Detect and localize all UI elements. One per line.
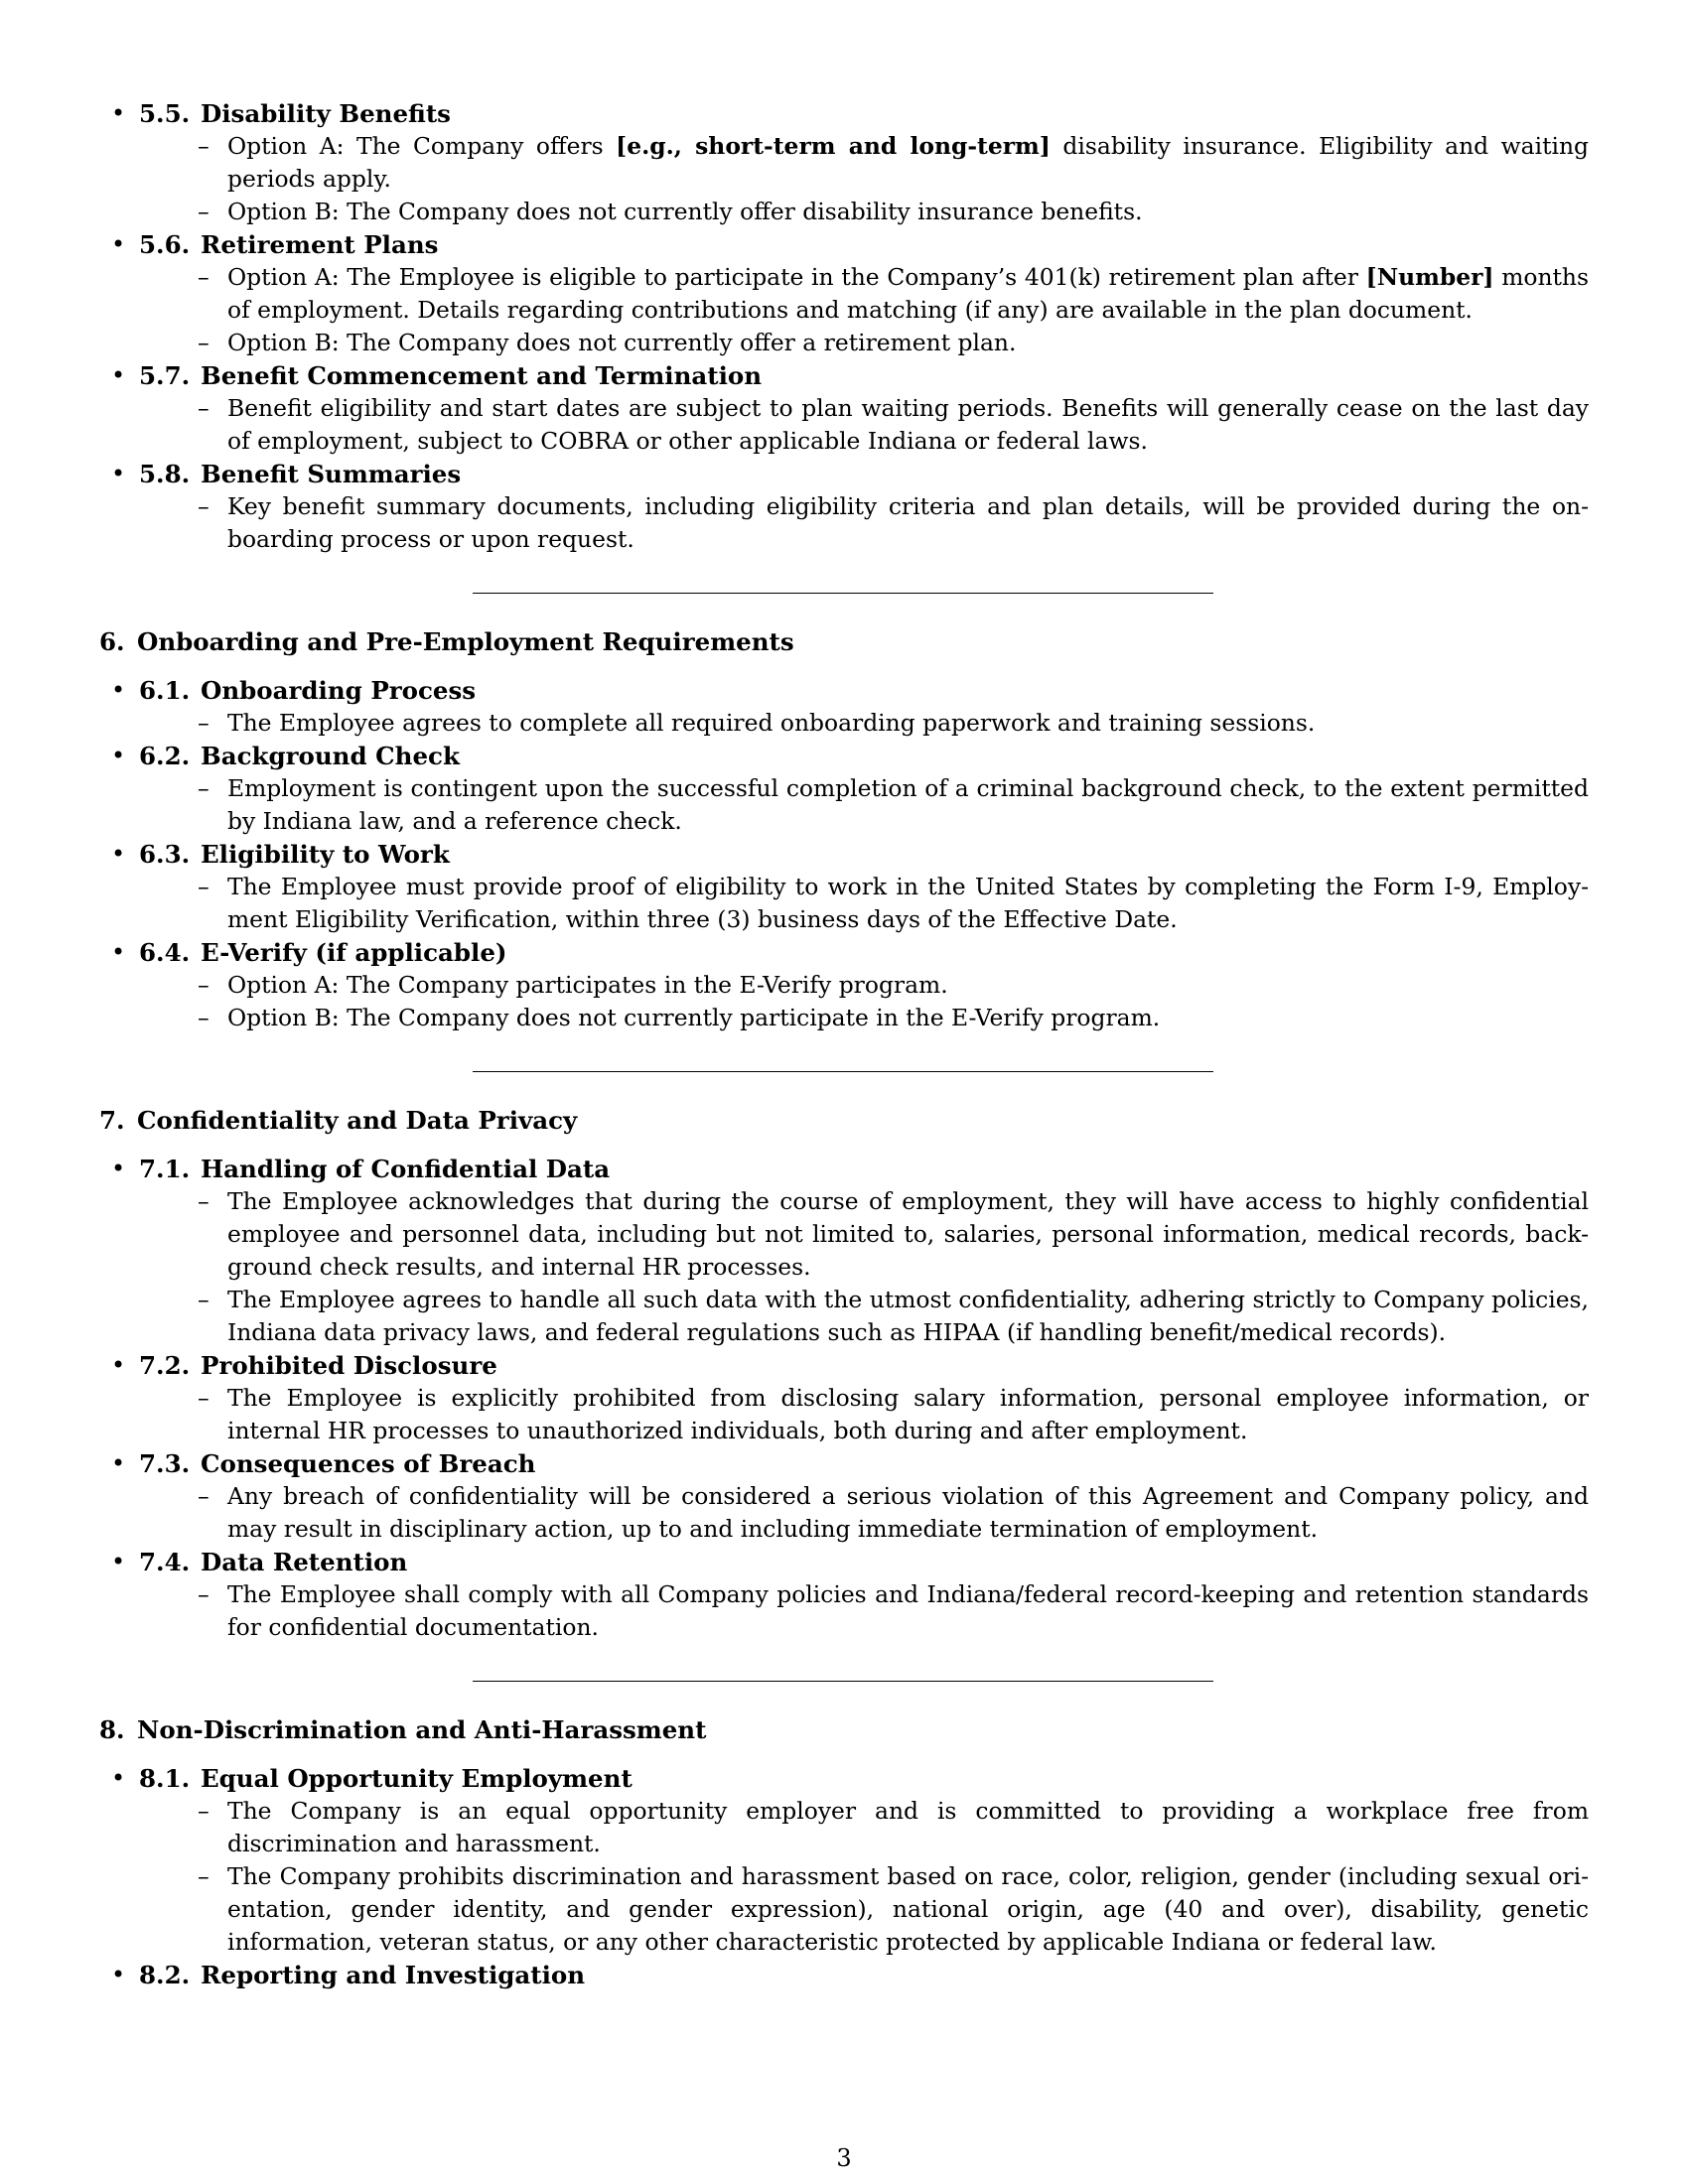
clause-subitem bbox=[198, 261, 1590, 327]
dash-icon: – bbox=[198, 329, 210, 356]
clause-title: Handling of Confidential Data bbox=[201, 1155, 611, 1183]
clause-heading bbox=[139, 740, 1589, 772]
placeholder-text: [Number] bbox=[1365, 263, 1494, 291]
subitem-text: Option B: The Company does not currently offer disability insurance benefits. bbox=[227, 198, 1143, 225]
clause-subitem bbox=[198, 871, 1589, 936]
clause-subitem bbox=[198, 969, 1589, 1002]
section-heading bbox=[99, 1104, 1589, 1137]
horizontal-rule bbox=[473, 593, 1213, 594]
clause-subitem bbox=[198, 130, 1590, 196]
bullet-icon: • bbox=[111, 1548, 126, 1575]
subitem-text: Any breach of confidentiality will be considered a serious violation of this Agreement and Company policy, and may result in disciplinary action, up to and including immediate termination of employment. bbox=[227, 1482, 1589, 1543]
dash-icon: – bbox=[198, 1004, 210, 1031]
subitem-text: disability insurance. Eligibility and waiting periods apply. bbox=[227, 132, 1590, 193]
clause-number: 5.7. bbox=[139, 361, 191, 390]
bullet-icon: • bbox=[111, 230, 126, 258]
clause-heading bbox=[139, 228, 1589, 261]
dash-icon: – bbox=[198, 971, 210, 999]
clause-title: Prohibited Disclosure bbox=[201, 1351, 497, 1380]
clause-number: 6.3. bbox=[139, 840, 191, 869]
bullet-icon: • bbox=[111, 361, 126, 389]
subitem-text: Option A: The Company offers bbox=[227, 132, 617, 160]
clause-item bbox=[111, 740, 1589, 838]
dash-icon: – bbox=[198, 1862, 210, 1890]
dash-icon: – bbox=[198, 198, 210, 225]
clause-heading bbox=[139, 1349, 1589, 1382]
section-title: Confidentiality and Data Privacy bbox=[137, 1106, 578, 1135]
clause-subitem bbox=[198, 707, 1589, 740]
clause-subitem bbox=[198, 1382, 1589, 1447]
clause-number: 7.1. bbox=[139, 1155, 191, 1183]
clause-heading bbox=[139, 674, 1589, 707]
clause-item bbox=[111, 838, 1589, 936]
clause-item bbox=[111, 1447, 1589, 1546]
clause-heading bbox=[139, 838, 1589, 871]
clause-number: 6.1. bbox=[139, 676, 191, 705]
page-number: 3 bbox=[836, 2144, 852, 2172]
dash-icon: – bbox=[198, 394, 210, 422]
clause-item bbox=[111, 674, 1589, 740]
clause-title: Eligibility to Work bbox=[201, 840, 450, 869]
clause-subitem bbox=[198, 1578, 1589, 1644]
clause-item bbox=[111, 359, 1589, 458]
subitem-text: The Employee agrees to handle all such data with the utmost confidentiality, adhering strictly to Company policies, Indiana data privacy laws, and federal regulations such as HIPAA (if handling benefit/medical records). bbox=[227, 1286, 1589, 1346]
dash-icon: – bbox=[198, 709, 210, 737]
clause-item bbox=[111, 228, 1590, 359]
bullet-icon: • bbox=[111, 1155, 126, 1182]
clause-subitem bbox=[198, 196, 1589, 228]
clause-item bbox=[111, 1762, 1589, 1959]
clause-title: Data Retention bbox=[201, 1548, 408, 1576]
clause-number: 7.3. bbox=[139, 1449, 191, 1478]
clause-subitem bbox=[198, 392, 1589, 458]
clause-subitem bbox=[198, 1860, 1589, 1959]
bullet-icon: • bbox=[111, 1449, 126, 1477]
subitem-text: The Company is an equal opportunity employer and is committed to providing a workplace free from discrimination and harassment. bbox=[227, 1797, 1589, 1857]
clause-heading bbox=[139, 1762, 1589, 1795]
dash-icon: – bbox=[198, 774, 210, 802]
subitem-text: The Employee must provide proof of eligibility to work in the United States by completing the Form I-9, Employ-ment Eligibility Verification, within three (3) business days of the Effective Date. bbox=[227, 873, 1589, 933]
bullet-icon: • bbox=[111, 99, 126, 127]
clause-heading bbox=[139, 458, 1589, 490]
clause-item bbox=[111, 1959, 1589, 1991]
document-page bbox=[99, 97, 1589, 1991]
clause-item bbox=[111, 1153, 1589, 1349]
subitem-text: The Employee is explicitly prohibited from disclosing salary information, personal employee information, or internal HR processes to unauthorized individuals, both during and after employment. bbox=[227, 1384, 1589, 1444]
dash-icon: – bbox=[198, 1187, 210, 1215]
section-heading bbox=[99, 1713, 1589, 1746]
clause-title: Benefit Summaries bbox=[201, 460, 462, 488]
clause-subitem bbox=[198, 1185, 1589, 1284]
clause-number: 8.1. bbox=[139, 1764, 191, 1793]
dash-icon: – bbox=[198, 492, 210, 520]
dash-icon: – bbox=[198, 1797, 210, 1825]
subitem-text: The Company prohibits discrimination and harassment based on race, color, religion, gender (including sexual ori-entation, gender identity, and gender expression), national origin, age (40 and over), disability, genetic information, veteran status, or any other characteristic protected by applicable Indiana or federal law. bbox=[227, 1862, 1589, 1956]
clause-heading bbox=[139, 97, 1589, 130]
clause-title: Disability Benefits bbox=[201, 99, 451, 128]
subitem-text: The Employee shall comply with all Company policies and Indiana/federal record-keeping and retention standards for confidential documentation. bbox=[227, 1580, 1589, 1641]
bullet-icon: • bbox=[111, 1764, 126, 1792]
dash-icon: – bbox=[198, 263, 210, 291]
clause-number: 7.2. bbox=[139, 1351, 191, 1380]
section-title: Non-Discrimination and Anti-Harassment bbox=[137, 1715, 707, 1744]
horizontal-rule bbox=[473, 1071, 1213, 1072]
dash-icon: – bbox=[198, 1580, 210, 1608]
bullet-icon: • bbox=[111, 742, 126, 769]
clause-subitem bbox=[198, 1795, 1589, 1860]
clause-heading bbox=[139, 359, 1589, 392]
clause-heading bbox=[139, 1447, 1589, 1480]
dash-icon: – bbox=[198, 873, 210, 900]
clause-title: Equal Opportunity Employment bbox=[201, 1764, 633, 1793]
clause-number: 5.6. bbox=[139, 230, 191, 259]
section-heading bbox=[99, 625, 1589, 658]
clause-item bbox=[111, 458, 1589, 556]
subitem-text: The Employee agrees to complete all required onboarding paperwork and training sessions. bbox=[227, 709, 1316, 737]
clause-subitem bbox=[198, 1002, 1589, 1034]
subitem-text: Option B: The Company does not currently participate in the E-Verify program. bbox=[227, 1004, 1161, 1031]
clause-heading bbox=[139, 1546, 1589, 1578]
bullet-icon: • bbox=[111, 676, 126, 704]
dash-icon: – bbox=[198, 1482, 210, 1510]
section-number: 8. bbox=[99, 1715, 125, 1744]
clause-item bbox=[111, 1349, 1589, 1447]
dash-icon: – bbox=[198, 1286, 210, 1313]
clause-heading bbox=[139, 1959, 1589, 1991]
clause-title: Reporting and Investigation bbox=[201, 1961, 586, 1989]
clause-subitem bbox=[198, 327, 1589, 359]
clause-number: 6.2. bbox=[139, 742, 191, 770]
section-title: Onboarding and Pre-Employment Requirements bbox=[137, 627, 794, 656]
placeholder-text: [e.g., short-term and long-term] bbox=[616, 132, 1051, 160]
clause-item bbox=[111, 936, 1589, 1034]
clause-item bbox=[111, 1546, 1589, 1644]
subitem-text: Option A: The Company participates in the E-Verify program. bbox=[227, 971, 948, 999]
document-body bbox=[99, 97, 1589, 1991]
clause-number: 7.4. bbox=[139, 1548, 191, 1576]
subitem-text: Benefit eligibility and start dates are subject to plan waiting periods. Benefits will generally cease on the last day of employment, subject to COBRA or other applicable Indiana or federal laws. bbox=[227, 394, 1589, 455]
dash-icon: – bbox=[198, 1384, 210, 1412]
clause-heading bbox=[139, 1153, 1589, 1185]
bullet-icon: • bbox=[111, 938, 126, 966]
bullet-icon: • bbox=[111, 1961, 126, 1988]
horizontal-rule bbox=[473, 1681, 1213, 1682]
clause-title: Consequences of Breach bbox=[201, 1449, 536, 1478]
clause-subitem bbox=[198, 1480, 1589, 1546]
clause-number: 8.2. bbox=[139, 1961, 191, 1989]
subitem-text: Option B: The Company does not currently offer a retirement plan. bbox=[227, 329, 1017, 356]
clause-subitem bbox=[198, 490, 1589, 556]
bullet-icon: • bbox=[111, 1351, 126, 1379]
clause-number: 5.5. bbox=[139, 99, 191, 128]
subitem-text: Key benefit summary documents, including eligibility criteria and plan details, will be provided during the on-boarding process or upon request. bbox=[227, 492, 1589, 553]
clause-title: Retirement Plans bbox=[201, 230, 439, 259]
clause-item bbox=[111, 97, 1590, 228]
bullet-icon: • bbox=[111, 460, 126, 487]
section-number: 7. bbox=[99, 1106, 125, 1135]
section-number: 6. bbox=[99, 627, 125, 656]
clause-subitem bbox=[198, 772, 1589, 838]
clause-title: E-Verify (if applicable) bbox=[201, 938, 507, 967]
clause-subitem bbox=[198, 1284, 1589, 1349]
bullet-icon: • bbox=[111, 840, 126, 868]
clause-heading bbox=[139, 936, 1589, 969]
clause-title: Background Check bbox=[201, 742, 460, 770]
clause-title: Onboarding Process bbox=[201, 676, 477, 705]
dash-icon: – bbox=[198, 132, 210, 160]
subitem-text: The Employee acknowledges that during the course of employment, they will have access to highly confidential employee and personnel data, including but not limited to, salaries, personal information, medical records, back-ground check results, and internal HR processes. bbox=[227, 1187, 1589, 1281]
clause-number: 5.8. bbox=[139, 460, 191, 488]
subitem-text: Option A: The Employee is eligible to participate in the Company’s 401(k) retirement plan after bbox=[227, 263, 1366, 291]
subitem-text: Employment is contingent upon the successful completion of a criminal background check, to the extent permitted by Indiana law, and a reference check. bbox=[227, 774, 1589, 835]
clause-title: Benefit Commencement and Termination bbox=[201, 361, 763, 390]
subitem-text: months of employment. Details regarding contributions and matching (if any) are available in the plan document. bbox=[227, 263, 1590, 324]
clause-number: 6.4. bbox=[139, 938, 191, 967]
